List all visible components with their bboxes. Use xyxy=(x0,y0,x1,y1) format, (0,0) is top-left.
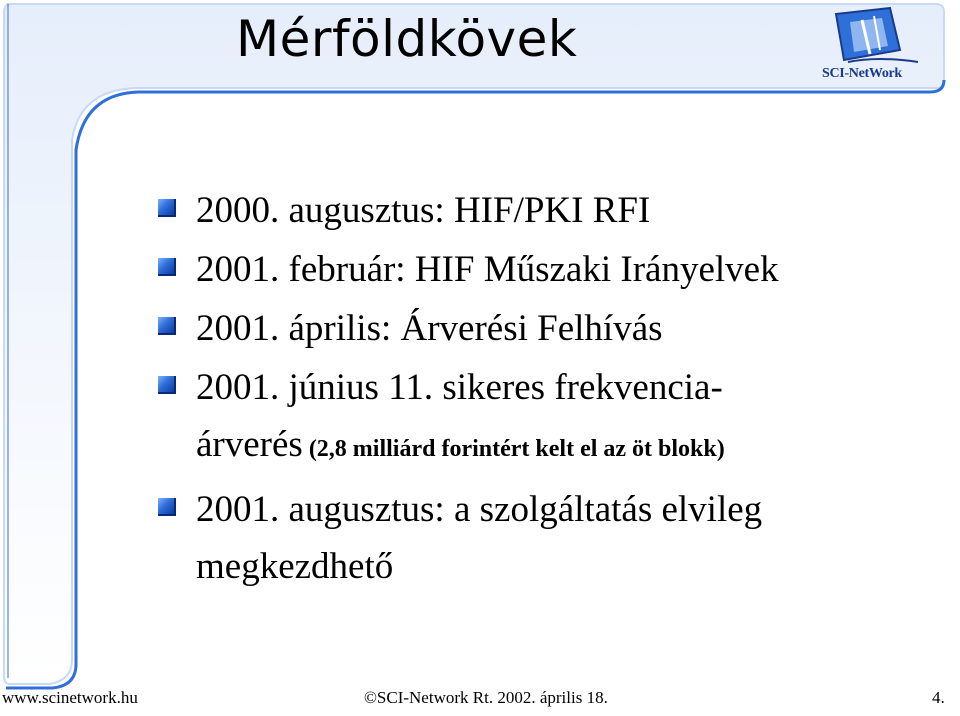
list-item xyxy=(158,241,918,299)
square-bullet-icon xyxy=(158,317,176,335)
square-bullet-icon xyxy=(158,376,176,394)
list-item-continuation: megkezdhető xyxy=(196,546,394,587)
square-bullet-icon xyxy=(158,258,176,276)
list-item-text-main: árverés xyxy=(196,424,303,465)
list-item xyxy=(158,300,918,358)
logo-text: SCI-NetWork xyxy=(822,66,902,81)
footer-page-number: 4. xyxy=(932,688,945,707)
list-item xyxy=(158,182,918,240)
list-item xyxy=(158,359,918,477)
list-item-text: 2001. április: Árverési Felhívás xyxy=(196,308,663,349)
square-bullet-icon xyxy=(158,199,176,217)
footer-copyright: ©SCI-Network Rt. 2002. április 18. xyxy=(364,688,608,707)
page-title: Mérföldkövek xyxy=(236,10,578,68)
list-item-text-note: (2,8 milliárd forintért kelt el az öt blokk) xyxy=(302,436,725,462)
list-item-continuation xyxy=(196,417,918,477)
list-item-text: 2000. augusztus: HIF/PKI RFI xyxy=(196,190,651,231)
square-bullet-icon xyxy=(158,498,176,516)
list-item xyxy=(158,481,918,595)
list-item-text: 2001. február: HIF Műszaki Irányelvek xyxy=(196,249,779,290)
list-item-text: 2001. június 11. sikeres frekvencia- xyxy=(196,367,723,408)
bullet-list xyxy=(158,182,918,595)
footer-website: www.scinetwork.hu xyxy=(2,688,138,707)
list-item-text: 2001. augusztus: a szolgáltatás elvileg xyxy=(196,489,763,530)
